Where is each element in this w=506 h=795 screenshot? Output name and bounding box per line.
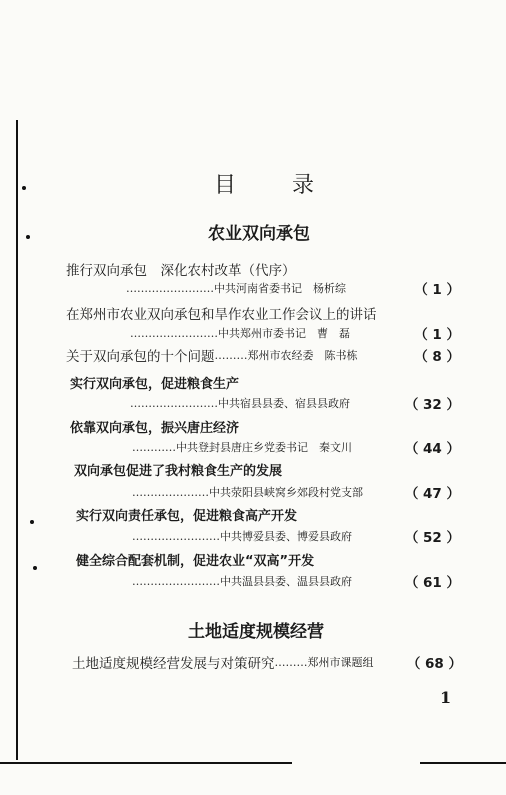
toc-title-left: 目 <box>214 173 237 198</box>
toc-entry-line <box>72 648 462 676</box>
leader-dots: …………………… <box>126 281 214 295</box>
section-heading-1: 农业双向承包 <box>208 224 310 244</box>
toc-entry-page[interactable]: （ 52 ） <box>404 530 460 546</box>
leader-dots: …………………… <box>130 396 218 410</box>
leader-dots: …………………… <box>130 326 218 340</box>
toc-entry-line <box>132 522 460 550</box>
bottom-rule-right <box>420 762 506 764</box>
toc-entry-author: 中共宿县县委、宿县县政府 <box>218 397 350 410</box>
toc-entry-page[interactable]: （ 32 ） <box>404 397 460 413</box>
toc-entry-title[interactable]: 健全综合配套机制，促进农业“双高”开发 <box>76 554 315 569</box>
toc-entry-line <box>130 389 460 417</box>
toc-entry-page[interactable]: （ 44 ） <box>404 441 460 457</box>
toc-entry-author: 郑州市农经委 陈书栋 <box>247 349 358 362</box>
left-edge-rule <box>16 120 18 760</box>
toc-entry-author: 中共登封县唐庄乡党委书记 秦文川 <box>176 441 352 454</box>
section-heading-2: 土地适度规模经营 <box>188 622 324 642</box>
toc-entry-line <box>132 567 460 595</box>
toc-entry-page[interactable]: （ 61 ） <box>404 575 460 591</box>
page-number: 1 <box>440 688 452 707</box>
toc-entry-author: 中共荥阳县峡窝乡郊段村党支部 <box>209 486 363 499</box>
toc-entry-author: 中共河南省委书记 杨析综 <box>214 282 346 295</box>
scan-speck <box>33 566 37 570</box>
leader-dots: ………… <box>132 440 176 454</box>
leader-dots: ……… <box>214 348 248 362</box>
toc-entry-page[interactable]: （ 68 ） <box>406 656 462 672</box>
toc-entry-author: 中共温县县委、温县县政府 <box>220 575 352 588</box>
toc-entry-page[interactable]: （ 1 ） <box>414 282 460 298</box>
scan-speck <box>22 186 26 190</box>
toc-entry-title[interactable]: 在郑州市农业双向承包和旱作农业工作会议上的讲话 <box>66 307 377 323</box>
toc-entry-title[interactable]: 依靠双向承包，振兴唐庄经济 <box>70 421 240 436</box>
toc-entry-title[interactable]: 实行双向责任承包，促进粮食高产开发 <box>76 509 298 524</box>
toc-entry-title[interactable]: 实行双向承包，促进粮食生产 <box>70 377 240 392</box>
toc-entry-title[interactable]: 推行双向承包 深化农村改革（代序） <box>66 263 296 279</box>
toc-entry-line <box>66 341 460 369</box>
toc-entry-author: 中共郑州市委书记 曹 磊 <box>218 327 350 340</box>
bottom-rule-left <box>0 762 292 764</box>
toc-entry-title[interactable]: 土地适度规模经营发展与对策研究 <box>72 656 275 672</box>
toc-entry-title[interactable]: 关于双向承包的十个问题 <box>66 349 215 365</box>
toc-entry-page[interactable]: （ 1 ） <box>414 327 460 343</box>
toc-entry-line <box>132 478 460 506</box>
toc-entry-line <box>126 274 460 302</box>
scan-speck <box>26 235 30 239</box>
toc-entry-page[interactable]: （ 8 ） <box>414 349 460 365</box>
toc-entry-line <box>132 433 460 461</box>
toc-title-right: 录 <box>292 173 315 198</box>
leader-dots: ………………… <box>132 485 209 499</box>
leader-dots: …………………… <box>132 574 220 588</box>
toc-entry-page[interactable]: （ 47 ） <box>404 486 460 502</box>
toc-entry-author: 郑州市课题组 <box>307 656 374 669</box>
leader-dots: …………………… <box>132 529 220 543</box>
scan-speck <box>30 520 34 524</box>
toc-entry-author: 中共博爱县委、博爱县政府 <box>220 530 352 543</box>
toc-entry-title[interactable]: 双向承包促进了我村粮食生产的发展 <box>74 464 283 479</box>
leader-dots: ……… <box>274 655 308 669</box>
